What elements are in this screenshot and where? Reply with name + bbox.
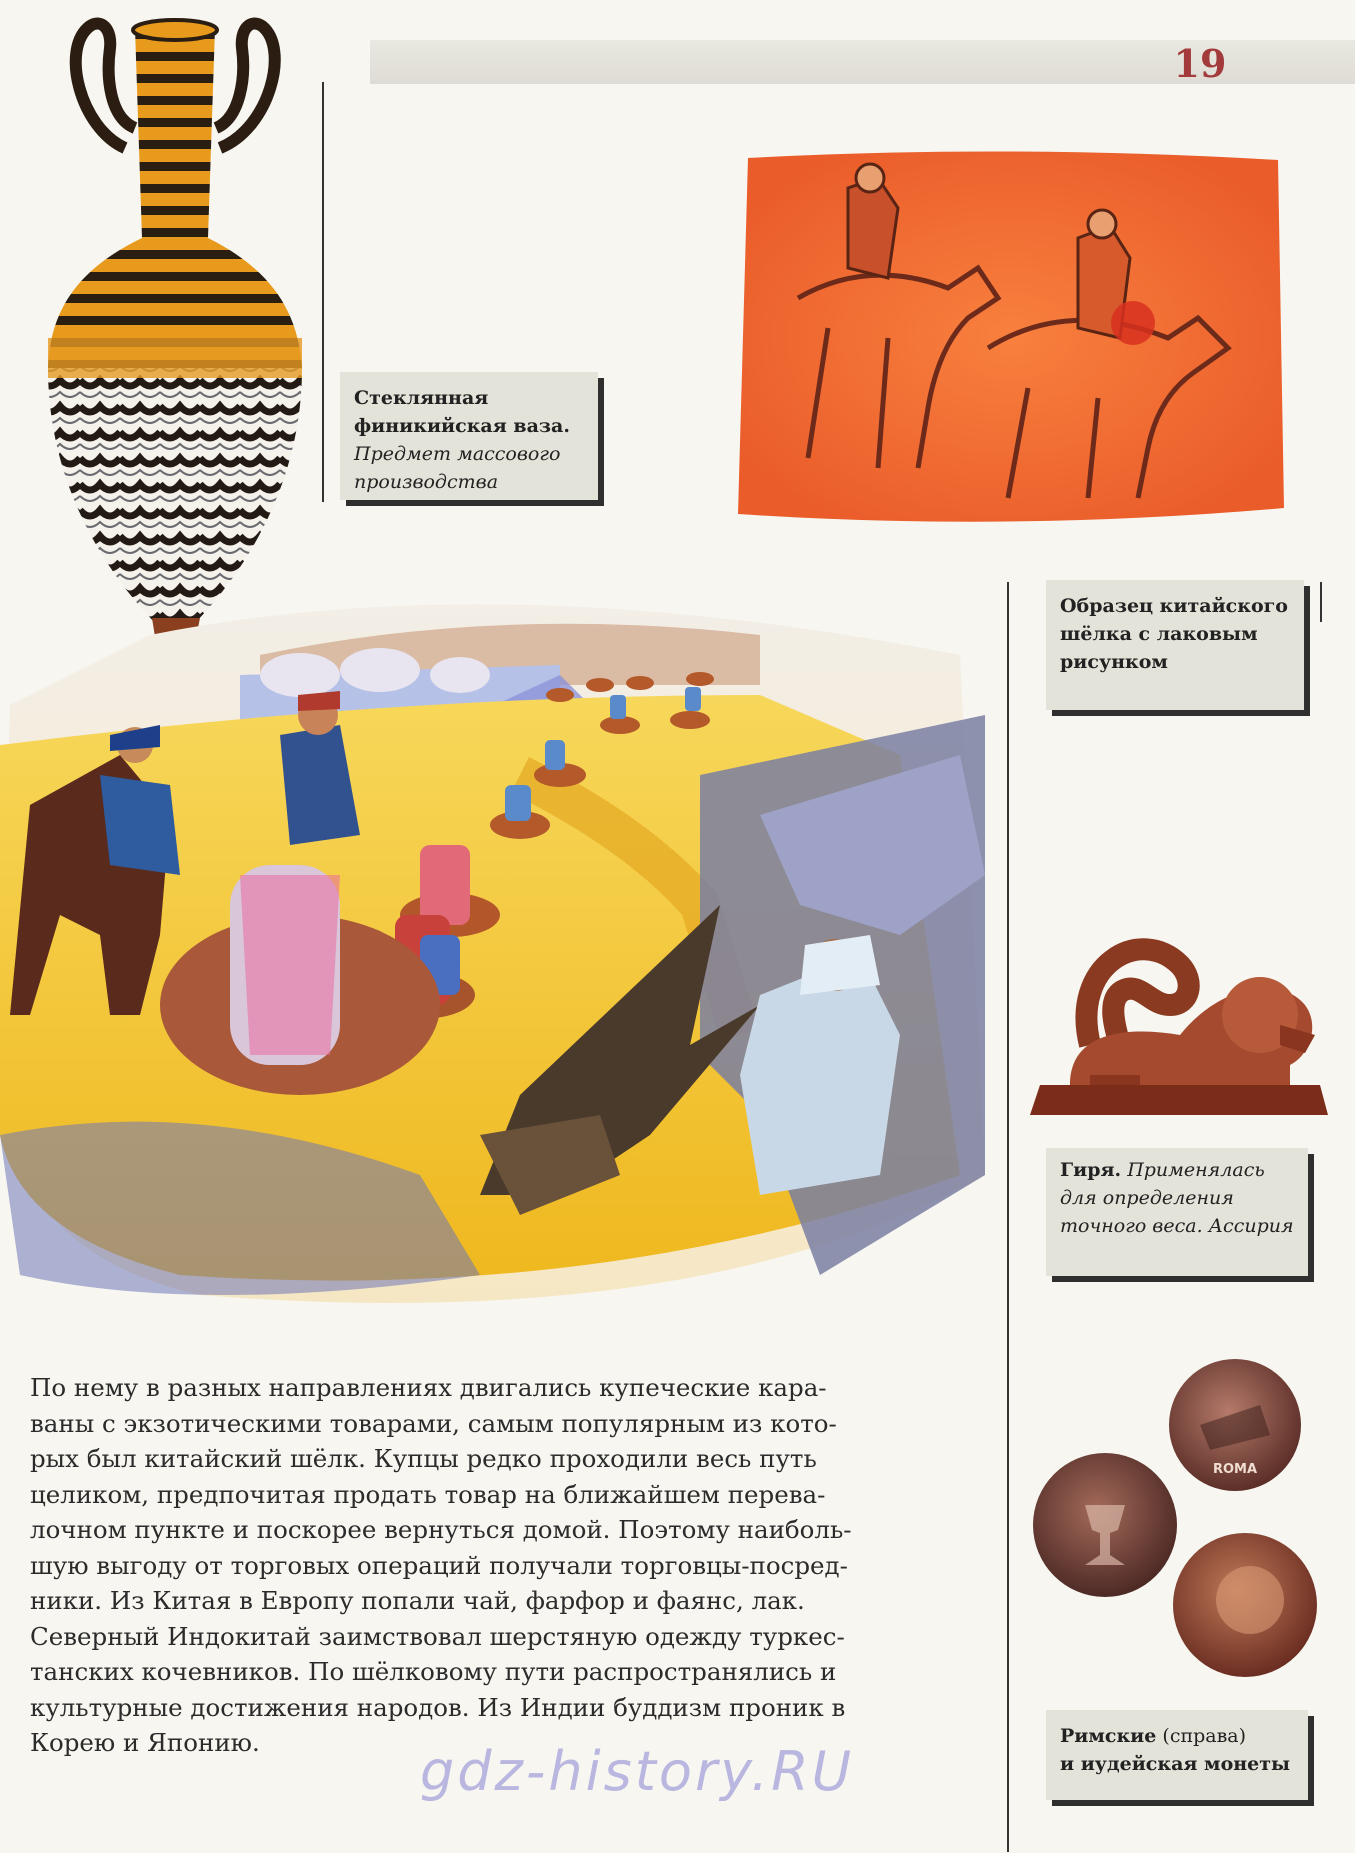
- right-edge-rule: [1320, 582, 1322, 622]
- body-line: целиком, предпочитая продать товар на ближайшем перева-: [30, 1479, 826, 1509]
- body-line: Северный Индокитай заимствовал шерстяную одежду туркес-: [30, 1621, 845, 1651]
- watermark: gdz-history.RU: [420, 1740, 855, 1803]
- silk-caption-title: Образец китайского шёлка с лаковым рисунком: [1060, 595, 1288, 673]
- vase-caption-subtitle: Предмет массового производства: [354, 443, 561, 493]
- coins-caption-bold-2: и иудейская монеты: [1060, 1753, 1291, 1775]
- body-line: Корею и Японию.: [30, 1728, 260, 1757]
- lion-weight-image: [1030, 925, 1330, 1125]
- body-text: [30, 1370, 920, 1761]
- body-line: шую выгоду от торговых операций получали торговцы-посред-: [30, 1550, 848, 1580]
- vase-divider: [322, 82, 324, 502]
- body-line: ники. Из Китая в Европу попали чай, фарфор и фаянс, лак.: [30, 1586, 805, 1615]
- body-line: культурные достижения народов. Из Индии буддизм проник в: [30, 1692, 846, 1722]
- body-line: По нему в разных направлениях двигались купеческие кара-: [30, 1373, 827, 1402]
- roman-coin-top: [1169, 1359, 1301, 1491]
- coins-caption: [1046, 1710, 1308, 1800]
- coin-roma-text: ROMA: [1212, 1462, 1258, 1477]
- coins-caption-regular: (справа): [1162, 1725, 1247, 1747]
- weight-caption: [1046, 1148, 1308, 1276]
- coins-image: [1030, 1355, 1330, 1685]
- page-number: 19: [1173, 41, 1227, 86]
- coins-caption-bold-1: Римские: [1060, 1725, 1157, 1747]
- chinese-silk-image: [738, 148, 1284, 528]
- body-line: лочном пункте и поскорее вернуться домой. Поэтому наиболь-: [30, 1515, 852, 1544]
- roman-coin-bottom: [1173, 1533, 1317, 1677]
- right-column-divider: [1007, 582, 1009, 1852]
- weight-caption-title: Гиря.: [1060, 1159, 1122, 1181]
- body-line: танских кочевников. По шёлковому пути распространялись и: [30, 1657, 837, 1686]
- weight-caption-subtitle: Применялась для определения точного веса. Ассирия: [1060, 1159, 1294, 1237]
- vase-caption: [340, 372, 598, 500]
- vase-caption-title: Стеклянная финикийская ваза.: [354, 387, 570, 437]
- body-line: рых был китайский шёлк. Купцы редко проходили весь путь: [30, 1444, 817, 1473]
- silk-caption: [1046, 580, 1304, 710]
- caravan-illustration: [0, 575, 985, 1315]
- body-line: ваны с экзотическими товарами, самым популярным из кото-: [30, 1408, 837, 1438]
- judean-coin: [1033, 1453, 1177, 1597]
